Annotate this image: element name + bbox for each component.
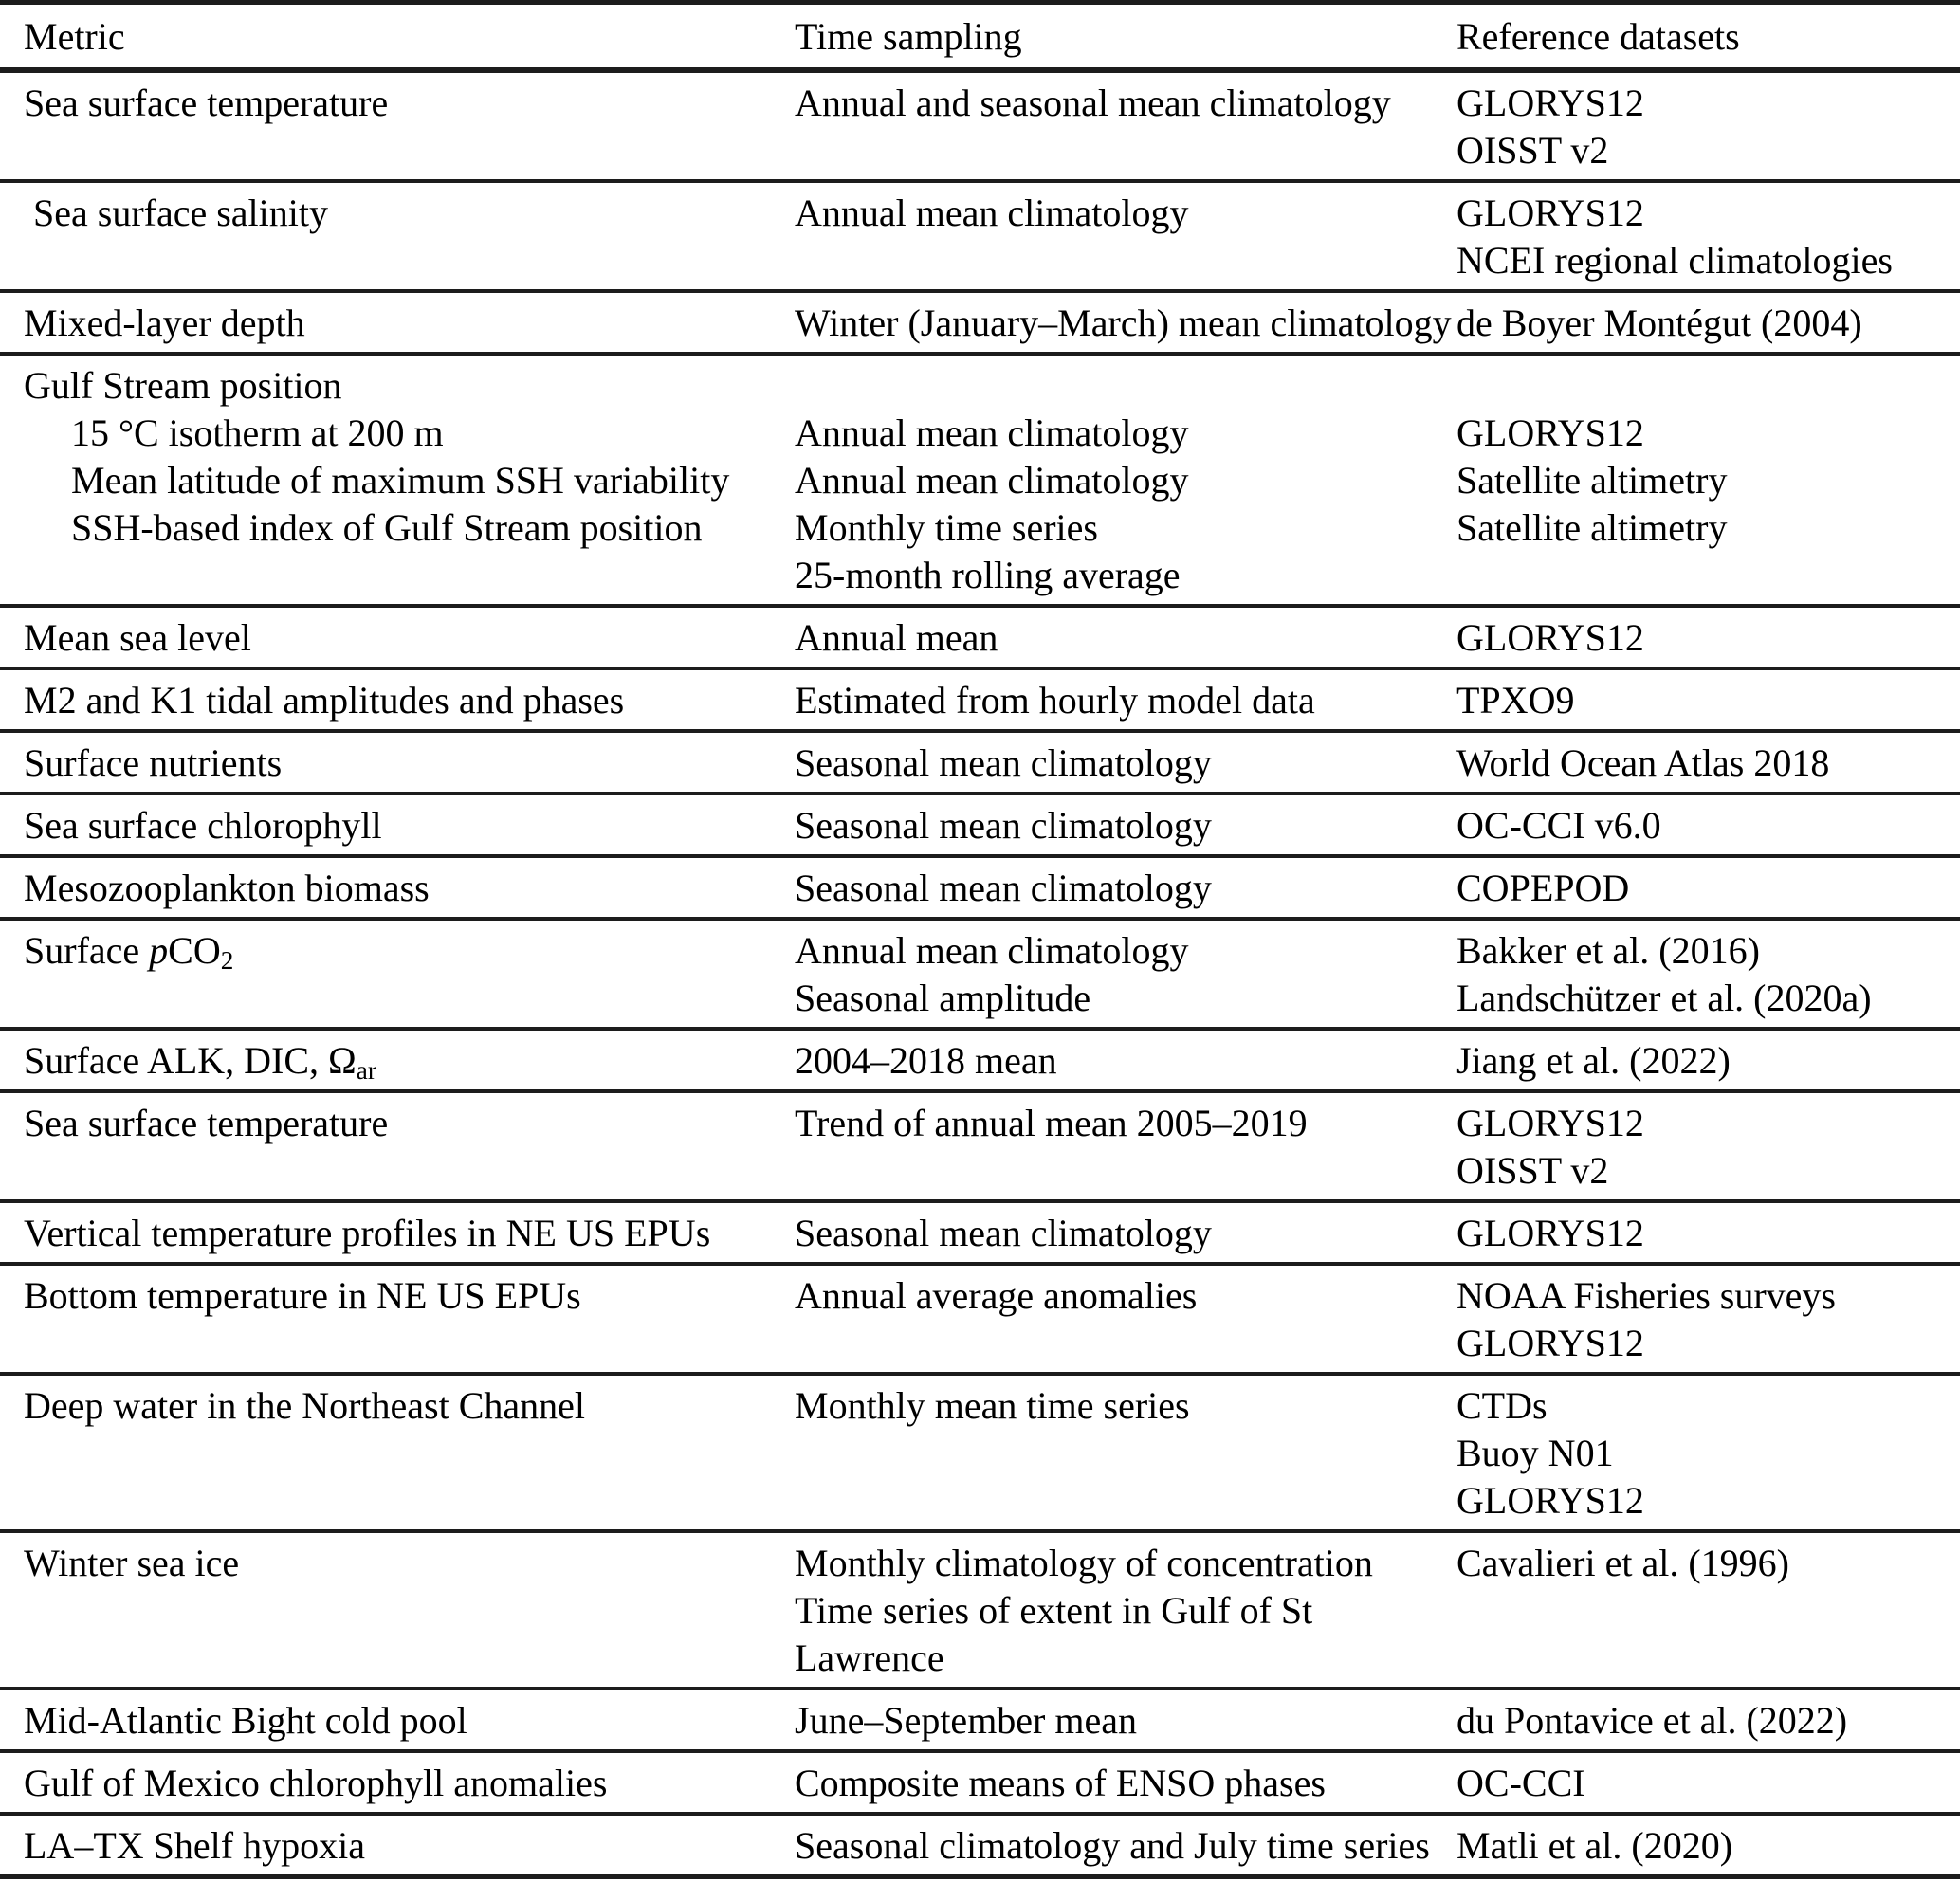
text-segment: Seasonal mean climatology bbox=[795, 804, 1212, 847]
time-sampling-cell bbox=[795, 291, 1456, 354]
cell-line bbox=[24, 457, 795, 504]
cell-line bbox=[1456, 1147, 1960, 1195]
text-segment: GLORYS12 bbox=[1456, 192, 1644, 234]
cell-line bbox=[24, 1037, 795, 1085]
cell-line bbox=[24, 1540, 795, 1587]
text-segment bbox=[1456, 364, 1466, 407]
reference-cell bbox=[1456, 181, 1960, 291]
cell-line bbox=[1456, 362, 1960, 410]
reference-cell bbox=[1456, 1374, 1960, 1531]
text-segment: GLORYS12 bbox=[1456, 411, 1644, 454]
cell-line bbox=[24, 1382, 795, 1430]
metric-cell bbox=[0, 606, 795, 668]
reference-cell bbox=[1456, 1814, 1960, 1877]
cell-line bbox=[795, 1100, 1456, 1147]
time-sampling-cell bbox=[795, 1201, 1456, 1264]
cell-line bbox=[1456, 1697, 1960, 1745]
metric-cell bbox=[0, 1201, 795, 1264]
text-segment: 15 °C isotherm at 200 m bbox=[71, 411, 444, 454]
reference-cell bbox=[1456, 1751, 1960, 1814]
table-row bbox=[0, 1814, 1960, 1877]
cell-line bbox=[795, 362, 1456, 410]
cell-line bbox=[24, 80, 795, 127]
metric-cell bbox=[0, 1374, 795, 1531]
cell-line bbox=[1456, 80, 1960, 127]
text-segment: 25-month rolling average bbox=[795, 554, 1181, 596]
cell-line bbox=[24, 362, 795, 410]
reference-cell bbox=[1456, 794, 1960, 856]
cell-line bbox=[1456, 1540, 1960, 1587]
text-segment: 2004–2018 mean bbox=[795, 1039, 1057, 1082]
table-row bbox=[0, 181, 1960, 291]
metric-cell bbox=[0, 1264, 795, 1374]
text-segment: Matli et al. (2020) bbox=[1456, 1824, 1733, 1867]
metric-cell bbox=[0, 70, 795, 181]
cell-line bbox=[795, 80, 1456, 127]
cell-line bbox=[1456, 865, 1960, 912]
text-segment: Buoy N01 bbox=[1456, 1432, 1614, 1474]
time-sampling-cell bbox=[795, 794, 1456, 856]
text-segment: GLORYS12 bbox=[1456, 1479, 1644, 1522]
cell-line bbox=[1456, 457, 1960, 504]
time-sampling-cell bbox=[795, 1374, 1456, 1531]
cell-line bbox=[795, 1382, 1456, 1430]
time-sampling-cell bbox=[795, 1531, 1456, 1689]
text-segment: Satellite altimetry bbox=[1456, 459, 1728, 502]
text-segment: p bbox=[149, 929, 169, 972]
text-segment: Annual mean climatology bbox=[795, 192, 1189, 234]
text-segment: Estimated from hourly model data bbox=[795, 679, 1315, 722]
time-sampling-cell bbox=[795, 1029, 1456, 1091]
text-segment: Cavalieri et al. (1996) bbox=[1456, 1542, 1789, 1584]
cell-line bbox=[24, 1697, 795, 1745]
text-segment: Surface ALK, DIC, Ω bbox=[24, 1039, 357, 1082]
table-body bbox=[0, 70, 1960, 1877]
cell-line bbox=[1456, 1210, 1960, 1257]
cell-line bbox=[795, 927, 1456, 975]
text-segment: GLORYS12 bbox=[1456, 616, 1644, 659]
column-header-reference-datasets: Reference datasets bbox=[1456, 3, 1960, 71]
table-header bbox=[0, 3, 1960, 71]
table-row bbox=[0, 606, 1960, 668]
text-segment: June–September mean bbox=[795, 1699, 1137, 1742]
cell-line bbox=[24, 927, 795, 975]
text-segment: ar bbox=[356, 1055, 376, 1085]
time-sampling-cell bbox=[795, 70, 1456, 181]
metric-cell bbox=[0, 731, 795, 794]
table-row bbox=[0, 668, 1960, 731]
text-segment: Surface nutrients bbox=[24, 741, 283, 784]
text-segment: CO bbox=[168, 929, 221, 972]
text-segment: Sea surface chlorophyll bbox=[24, 804, 382, 847]
metric-cell bbox=[0, 668, 795, 731]
reference-cell bbox=[1456, 919, 1960, 1029]
cell-line bbox=[1456, 127, 1960, 174]
cell-line bbox=[795, 504, 1456, 552]
table-row bbox=[0, 1751, 1960, 1814]
cell-line bbox=[1456, 1430, 1960, 1477]
cell-line bbox=[795, 190, 1456, 237]
text-segment: Satellite altimetry bbox=[1456, 506, 1728, 549]
cell-line bbox=[24, 614, 795, 662]
time-sampling-cell bbox=[795, 354, 1456, 606]
table-row bbox=[0, 1201, 1960, 1264]
text-segment: NOAA Fisheries surveys bbox=[1456, 1274, 1836, 1317]
table-row bbox=[0, 1029, 1960, 1091]
time-sampling-cell bbox=[795, 731, 1456, 794]
time-sampling-cell bbox=[795, 668, 1456, 731]
cell-line bbox=[795, 614, 1456, 662]
text-segment: Bottom temperature in NE US EPUs bbox=[24, 1274, 581, 1317]
text-segment: GLORYS12 bbox=[1456, 1102, 1644, 1144]
table-row bbox=[0, 1091, 1960, 1201]
text-segment: Seasonal amplitude bbox=[795, 977, 1091, 1019]
time-sampling-cell bbox=[795, 181, 1456, 291]
cell-line bbox=[24, 1100, 795, 1147]
header-row bbox=[0, 3, 1960, 71]
time-sampling-cell bbox=[795, 919, 1456, 1029]
cell-line bbox=[795, 457, 1456, 504]
text-segment: M2 and K1 tidal amplitudes and phases bbox=[24, 679, 625, 722]
cell-line bbox=[1456, 740, 1960, 787]
text-segment: Mean latitude of maximum SSH variability bbox=[71, 459, 730, 502]
cell-line bbox=[24, 802, 795, 850]
text-segment: Monthly mean time series bbox=[795, 1384, 1190, 1427]
cell-line bbox=[24, 740, 795, 787]
text-segment: Annual and seasonal mean climatology bbox=[795, 82, 1391, 124]
metric-cell bbox=[0, 181, 795, 291]
text-segment: Time series of extent in Gulf of St bbox=[795, 1589, 1313, 1632]
text-segment: 2 bbox=[220, 945, 234, 975]
reference-cell bbox=[1456, 668, 1960, 731]
text-segment: Landschützer et al. (2020a) bbox=[1456, 977, 1872, 1019]
reference-cell bbox=[1456, 1689, 1960, 1751]
column-header-time-sampling: Time sampling bbox=[795, 3, 1456, 71]
reference-cell bbox=[1456, 1264, 1960, 1374]
cell-line bbox=[24, 410, 795, 457]
metric-cell bbox=[0, 354, 795, 606]
cell-line bbox=[24, 504, 795, 552]
cell-line bbox=[24, 190, 795, 237]
reference-cell bbox=[1456, 731, 1960, 794]
table-row bbox=[0, 794, 1960, 856]
time-sampling-cell bbox=[795, 1091, 1456, 1201]
cell-line bbox=[1456, 1382, 1960, 1430]
cell-line bbox=[1456, 410, 1960, 457]
reference-cell bbox=[1456, 606, 1960, 668]
cell-line bbox=[795, 802, 1456, 850]
text-segment: Mixed-layer depth bbox=[24, 301, 305, 344]
text-segment: Annual mean bbox=[795, 616, 998, 659]
cell-line bbox=[795, 677, 1456, 724]
cell-line bbox=[24, 865, 795, 912]
text-segment: Gulf Stream position bbox=[24, 364, 342, 407]
metric-cell bbox=[0, 919, 795, 1029]
text-segment: Seasonal mean climatology bbox=[795, 1212, 1212, 1254]
text-segment: Mesozooplankton biomass bbox=[24, 867, 430, 909]
text-segment: Annual mean climatology bbox=[795, 411, 1189, 454]
reference-cell bbox=[1456, 70, 1960, 181]
text-segment: Deep water in the Northeast Channel bbox=[24, 1384, 586, 1427]
metric-cell bbox=[0, 794, 795, 856]
cell-line bbox=[1456, 802, 1960, 850]
cell-line bbox=[795, 1540, 1456, 1587]
cell-line bbox=[795, 1037, 1456, 1085]
text-segment: Annual mean climatology bbox=[795, 459, 1189, 502]
cell-line bbox=[795, 1760, 1456, 1807]
cell-line bbox=[1456, 677, 1960, 724]
text-segment: Lawrence bbox=[795, 1636, 944, 1679]
text-segment: OISST v2 bbox=[1456, 129, 1609, 172]
text-segment: World Ocean Atlas 2018 bbox=[1456, 741, 1830, 784]
text-segment: Sea surface temperature bbox=[24, 82, 389, 124]
cell-line bbox=[1456, 1320, 1960, 1367]
table-row bbox=[0, 1374, 1960, 1531]
table-row bbox=[0, 354, 1960, 606]
column-header-metric: Metric bbox=[0, 3, 795, 71]
text-segment: OC-CCI bbox=[1456, 1762, 1585, 1804]
time-sampling-cell bbox=[795, 1689, 1456, 1751]
text-segment: SSH-based index of Gulf Stream position bbox=[71, 506, 703, 549]
cell-line bbox=[795, 1697, 1456, 1745]
time-sampling-cell bbox=[795, 1751, 1456, 1814]
text-segment: de Boyer Montégut (2004) bbox=[1456, 301, 1862, 344]
table-row bbox=[0, 291, 1960, 354]
table-row bbox=[0, 856, 1960, 919]
text-segment: Annual average anomalies bbox=[795, 1274, 1198, 1317]
text-segment: Trend of annual mean 2005–2019 bbox=[795, 1102, 1308, 1144]
text-segment bbox=[795, 364, 804, 407]
text-segment: Monthly climatology of concentration bbox=[795, 1542, 1373, 1584]
cell-line bbox=[1456, 1822, 1960, 1870]
cell-line bbox=[1456, 1037, 1960, 1085]
cell-line bbox=[795, 865, 1456, 912]
time-sampling-cell bbox=[795, 606, 1456, 668]
reference-cell bbox=[1456, 1531, 1960, 1689]
metric-cell bbox=[0, 1029, 795, 1091]
text-segment: du Pontavice et al. (2022) bbox=[1456, 1699, 1848, 1742]
table-row bbox=[0, 1689, 1960, 1751]
text-segment: Vertical temperature profiles in NE US EPUs bbox=[24, 1212, 711, 1254]
text-segment: Seasonal mean climatology bbox=[795, 867, 1212, 909]
text-segment: Winter (January–March) mean climatology bbox=[795, 301, 1452, 344]
text-segment: TPXO9 bbox=[1456, 679, 1575, 722]
text-segment: Bakker et al. (2016) bbox=[1456, 929, 1760, 972]
cell-line bbox=[795, 1587, 1456, 1635]
cell-line bbox=[795, 1822, 1456, 1870]
text-segment: Gulf of Mexico chlorophyll anomalies bbox=[24, 1762, 608, 1804]
cell-line bbox=[795, 1635, 1456, 1682]
cell-line bbox=[24, 677, 795, 724]
cell-line bbox=[795, 740, 1456, 787]
reference-cell bbox=[1456, 354, 1960, 606]
cell-line bbox=[1456, 1477, 1960, 1525]
cell-line bbox=[24, 1822, 795, 1870]
text-segment: Mean sea level bbox=[24, 616, 251, 659]
cell-line bbox=[1456, 504, 1960, 552]
cell-line bbox=[1456, 614, 1960, 662]
table-row bbox=[0, 1531, 1960, 1689]
reference-cell bbox=[1456, 291, 1960, 354]
text-segment: Annual mean climatology bbox=[795, 929, 1189, 972]
text-segment: OISST v2 bbox=[1456, 1149, 1609, 1192]
cell-line bbox=[795, 410, 1456, 457]
text-segment: GLORYS12 bbox=[1456, 1212, 1644, 1254]
table-row bbox=[0, 1264, 1960, 1374]
text-segment: GLORYS12 bbox=[1456, 82, 1644, 124]
cell-line bbox=[24, 1760, 795, 1807]
table-row bbox=[0, 919, 1960, 1029]
cell-line bbox=[795, 300, 1456, 347]
reference-cell bbox=[1456, 1029, 1960, 1091]
cell-line bbox=[1456, 927, 1960, 975]
cell-line bbox=[1456, 237, 1960, 284]
text-segment: GLORYS12 bbox=[1456, 1322, 1644, 1364]
text-segment: NCEI regional climatologies bbox=[1456, 239, 1893, 282]
text-segment: LA–TX Shelf hypoxia bbox=[24, 1824, 365, 1867]
cell-line bbox=[795, 975, 1456, 1022]
text-segment: Jiang et al. (2022) bbox=[1456, 1039, 1731, 1082]
text-segment: CTDs bbox=[1456, 1384, 1548, 1427]
text-segment: Sea surface temperature bbox=[24, 1102, 389, 1144]
metric-cell bbox=[0, 291, 795, 354]
cell-line bbox=[1456, 1100, 1960, 1147]
text-segment: OC-CCI v6.0 bbox=[1456, 804, 1661, 847]
text-segment: Composite means of ENSO phases bbox=[795, 1762, 1326, 1804]
metric-cell bbox=[0, 1531, 795, 1689]
metric-cell bbox=[0, 1751, 795, 1814]
reference-cell bbox=[1456, 856, 1960, 919]
time-sampling-cell bbox=[795, 1264, 1456, 1374]
cell-line bbox=[1456, 190, 1960, 237]
text-segment: Winter sea ice bbox=[24, 1542, 240, 1584]
time-sampling-cell bbox=[795, 856, 1456, 919]
reference-cell bbox=[1456, 1091, 1960, 1201]
text-segment: Seasonal climatology and July time series bbox=[795, 1824, 1430, 1867]
cell-line bbox=[1456, 1272, 1960, 1320]
cell-line bbox=[795, 1272, 1456, 1320]
text-segment: Sea surface salinity bbox=[24, 192, 328, 234]
cell-line bbox=[1456, 975, 1960, 1022]
text-segment: COPEPOD bbox=[1456, 867, 1630, 909]
cell-line bbox=[795, 552, 1456, 599]
metric-cell bbox=[0, 1814, 795, 1877]
cell-line bbox=[795, 1210, 1456, 1257]
metric-cell bbox=[0, 1689, 795, 1751]
reference-cell bbox=[1456, 1201, 1960, 1264]
cell-line bbox=[1456, 1760, 1960, 1807]
cell-line bbox=[24, 300, 795, 347]
metric-cell bbox=[0, 856, 795, 919]
text-segment: Seasonal mean climatology bbox=[795, 741, 1212, 784]
text-segment: Surface bbox=[24, 929, 150, 972]
text-segment: Monthly time series bbox=[795, 506, 1098, 549]
cell-line bbox=[1456, 300, 1960, 347]
table-row bbox=[0, 70, 1960, 181]
table-row bbox=[0, 731, 1960, 794]
text-segment: Mid-Atlantic Bight cold pool bbox=[24, 1699, 467, 1742]
cell-line bbox=[24, 1272, 795, 1320]
cell-line bbox=[24, 1210, 795, 1257]
time-sampling-cell bbox=[795, 1814, 1456, 1877]
metric-cell bbox=[0, 1091, 795, 1201]
